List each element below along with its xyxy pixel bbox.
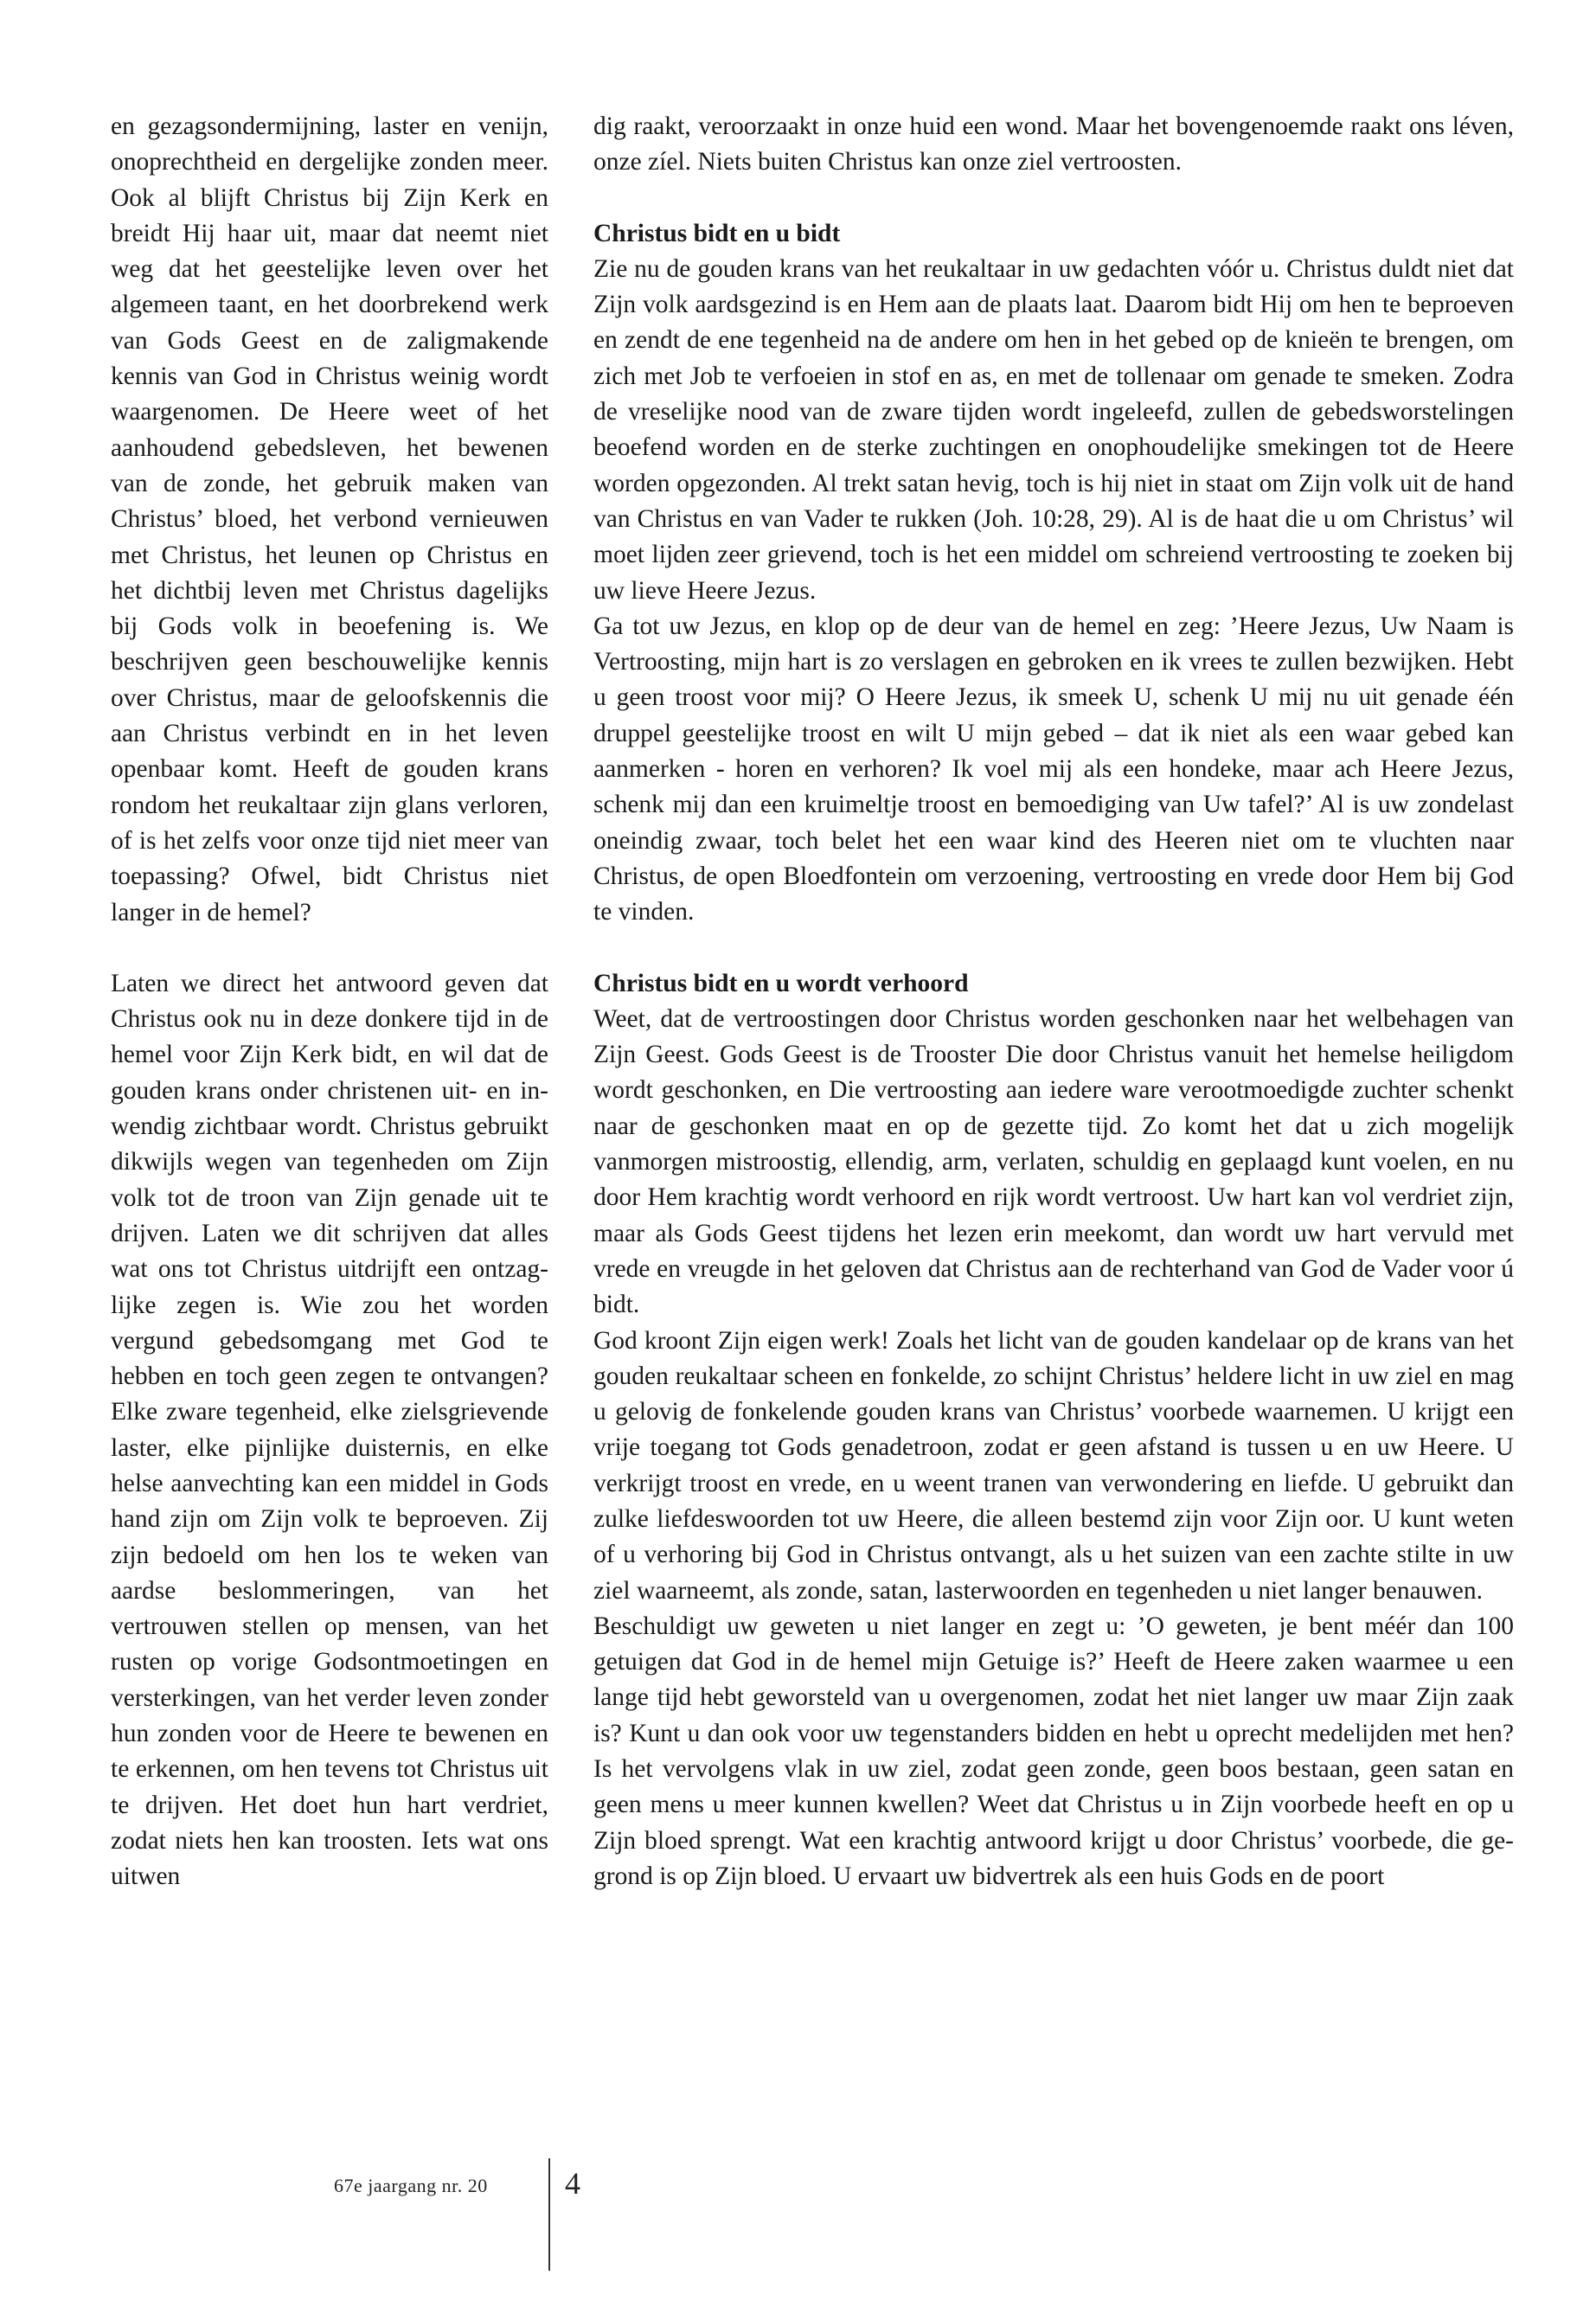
footer-issue-label: 67e jaargang nr. 20 [334,2175,488,2196]
right-paragraph-3: Weet, dat de vertroostingen door Christus worden geschonken naar het welbehagen van Zijn Geest. Gods Geest is de Trooster Die door Christus vanuit het hemelse heiligdom wordt geschonken, en Die vertroosting aan iedere ware verootmoedigde zuchter schenkt naar de geschonken maat en op de gezette tijd. Zo komt het dat u zich mogelijk vanmorgen mistroostig, ellendig, arm, verlaten, schuldig en geplaagd kunt voelen, en nu door Hem krachtig wordt verhoord en rijk wordt vertroost. Uw hart kan vol verdriet zijn, maar als Gods Geest tijdens het lezen erin meekomt, dan wordt uw hart vervuld met vrede en vreugde in het geloven dat Christus aan de rechterhand van God de Vader voor ú bidt. [593,1004,1514,1319]
right-column [593,109,1514,1894]
right-paragraph-1: Zie nu de gouden krans van het reukaltaar in uw gedachten vóór u. Christus duldt niet dat Zijn volk aardsgezind is en Hem aan de plaats laat. Daarom bidt Hij om hen te beproeven en zendt de ene tegenheid na de andere om hen in het gebed op de knieën te brengen, om zich met Job te verfoeien in stof en as, en met de tollenaar om genade te smeken. Zodra de vreselijke nood van de zware tijden wordt ingeleefd, zullen de gebedsworstelingen beoefend worden en de sterke zuchtingen en onophoudelijke smekingen tot de Heere worden opgezonden. Al trekt satan hevig, toch is hij niet in staat om Zijn volk uit de hand van Christus en van Vader te rukken (Joh. 10:28, 29). Al is de haat die u om Christus’ wil moet lijden zeer grievend, toch is het een middel om schreiend vertroosting te zoeken bij uw lieve Heere Jezus. [593,254,1514,605]
left-paragraph-2: Laten we direct het antwoord geven dat Christus ook nu in deze donkere tijd in de hemel voor Zijn Kerk bidt, en wil dat de gouden krans onder christenen uit- en inwendig zichtbaar wordt. Christus gebruikt dikwijls wegen van tegenheden om Zijn volk tot de troon van Zijn genade uit te drijven. Laten we dit schrijven dat alles wat ons tot Christus uitdrijft een ontzaglijke zegen is. Wie zou het worden vergund gebedsomgang met God te hebben en toch geen zegen te ontvangen? Elke zware tegenheid, elke zielsgrievende laster, elke pijnlijke duisternis, en elke helse aanvechting kan een middel in Gods hand zijn om Zijn volk te beproeven. Zij zijn bedoeld om hen los te weken van aardse beslommeringen, van het vertrouwen stellen op mensen, van het rusten op vorige Godsontmoetingen en versterkingen, van het verder leven zonder hun zonden voor de Heere te bewenen en te erkennen, om hen tevens tot Christus uit te drijven. Het doet hun hart verdriet, zodat niets hen kan troosten. Iets wat ons uitwen [111,969,548,1891]
section-heading-christus-bidt-en-u-bidt: Christus bidt en u bidt [593,219,841,247]
right-paragraph-2: Ga tot uw Jezus, en klop op de deur van de hemel en zeg: ’Heere Jezus, Uw Naam is Vertroosting, mijn hart is zo verslagen en gebroken en ik vrees te zullen bezwijken. Hebt u geen troost voor mij? O Heere Jezus, ik smeek U, schenk U mij nu uit genade één druppel geestelijke troost en wilt U mijn gebed – dat ik niet als een waar gebed kan aanmerken - horen en verhoren? Ik voel mij als een hondeke, maar ach Heere Jezus, schenk mij dan een kruimeltje troost en bemoediging van Uw tafel?’ Al is uw zondelast oneindig zwaar, toch belet het een waar kind des Heeren niet om te vluchten naar Christus, de open Bloedfontein om verzoening, vertroosting en vrede door Hem bij God te vinden. [593,612,1514,926]
footer-divider [548,2158,550,2271]
right-paragraph-continued: dig raakt, veroorzaakt in onze huid een wond. Maar het bovengenoemde raakt ons léven, onze zíel. Niets buiten Christus kan onze ziel vertroosten. [593,112,1514,176]
page-number: 4 [565,2166,580,2201]
left-paragraph-1: en gezagsondermijning, laster en venijn, onoprechtheid en dergelijke zonden meer. Ook al blijft Christus bij Zijn Kerk en breidt Hij haar uit, maar dat neemt niet weg dat het geestelijke leven over het algemeen taant, en het doorbrekend werk van Gods Geest en de zaligmakende kennis van God in Christus weinig wordt waargenomen. De Heere weet of het aanhoudend gebedsleven, het bewenen van de zonde, het gebruik maken van Christus’ bloed, het verbond vernieuwen met Christus, het leunen op Christus en het dichtbij leven met Christus dagelijks bij Gods volk in beoefening is. We beschrijven geen beschouwelijke kennis over Christus, maar de geloofskennis die aan Christus verbindt en in het leven openbaar komt. Heeft de gouden krans rondom het reukaltaar zijn glans verloren, of is het zelfs voor onze tijd niet meer van toepassing? Ofwel, bidt Christus niet langer in de hemel? [111,112,548,926]
left-column [111,109,548,1895]
section-heading-christus-bidt-en-u-wordt-verhoord: Christus bidt en u wordt verhoord [593,969,969,997]
right-paragraph-4: God kroont Zijn eigen werk! Zoals het licht van de gouden kandelaar op de krans van het gouden reukaltaar scheen en fonkelde, zo schijnt Christus’ heldere licht in uw ziel en mag u gelovig de fonkelende gouden krans van Christus’ voorbede waarnemen. U krijgt een vrije toegang tot Gods genadetroon, zodat er geen afstand is tussen u en uw Heere. U verkrijgt troost en vrede, en u weent tranen van verwondering en liefde. U gebruikt dan zulke liefdeswoorden tot uw Heere, die alleen bestemd zijn voor Zijn oor. U kunt weten of u verhoring bij God in Christus ontvangt, als u het suizen van een zachte stilte in uw ziel waarneemt, als zonde, satan, lasterwoorden en tegenheden u niet langer benauwen. [593,1326,1514,1605]
right-paragraph-5: Beschuldigt uw geweten u niet langer en zegt u: ’O geweten, je bent méér dan 100 getuigen dat God in de hemel mijn Getuige is?’ Heeft de Heere zaken waarmee u een lange tijd hebt geworsteld van u overgenomen, zodat het niet langer uw maar Zijn zaak is? Kunt u dan ook voor uw tegenstanders bidden en hebt u oprecht medelijden met hen? Is het vervolgens vlak in uw ziel, zodat geen zonde, geen boos bestaan, geen satan en geen mens u meer kunnen kwellen? Weet dat Christus u in Zijn voorbede heeft en op u Zijn bloed sprengt. Wat een krachtig antwoord krijgt u door Christus’ voorbede, die gegrond is op Zijn bloed. U ervaart uw bidvertrek als een huis Gods en de poort [593,1612,1514,1890]
